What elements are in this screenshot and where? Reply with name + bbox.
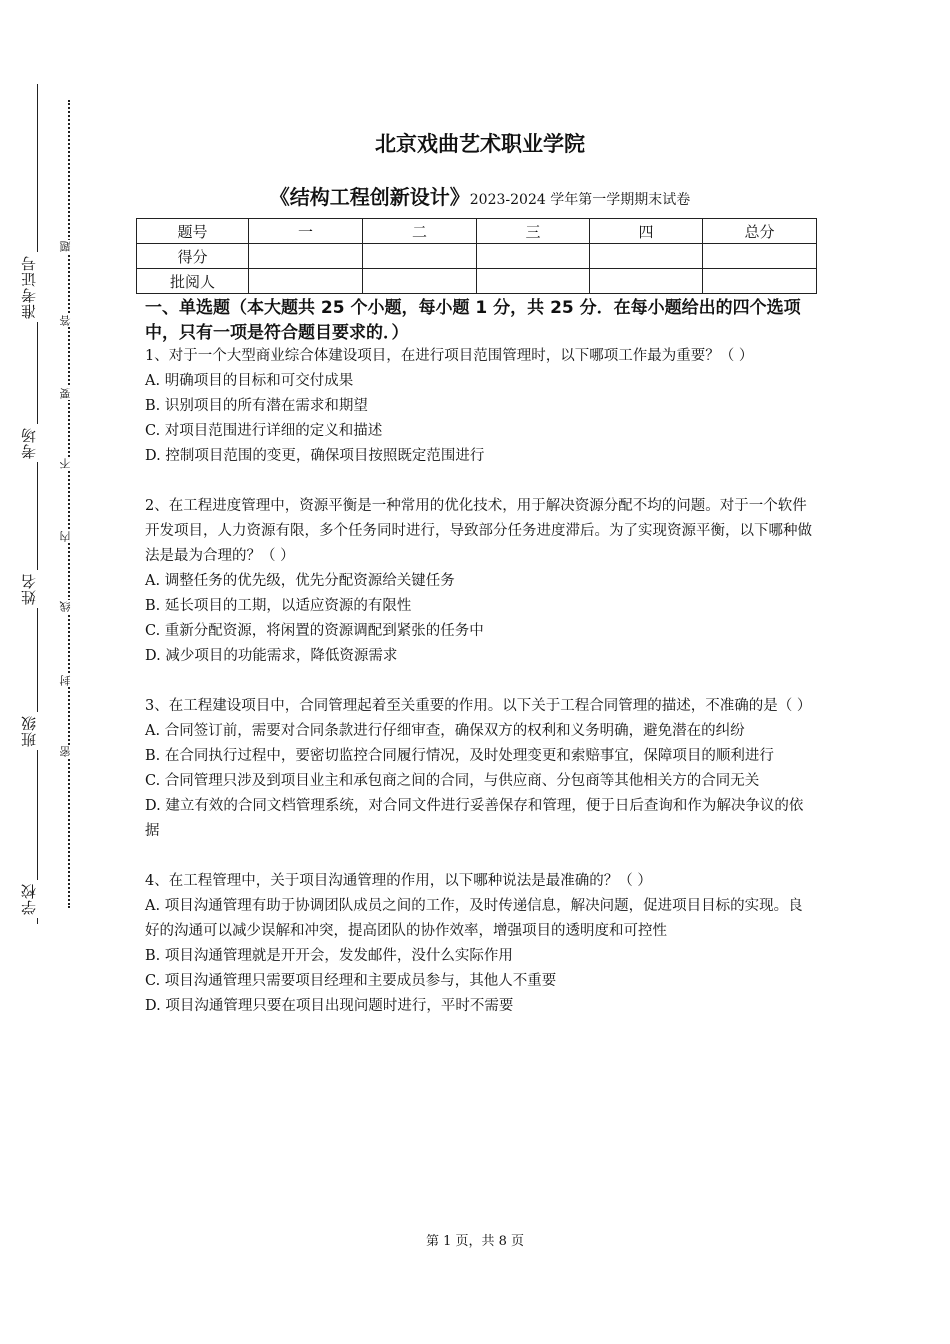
score-cell[interactable] <box>703 244 817 269</box>
warning-char: 封 <box>58 674 78 687</box>
question-option: B. 延长项目的工期，以适应资源的有限性 <box>145 598 412 614</box>
score-cell[interactable] <box>590 244 703 269</box>
score-header-cell: 二 <box>363 219 477 244</box>
question-option: C. 合同管理只涉及到项目业主和承包商之间的合同，与供应商、分包商等其他相关方的合同无关 <box>145 773 760 789</box>
score-cell[interactable] <box>249 269 363 294</box>
score-cell[interactable] <box>590 269 703 294</box>
question-option: D. 项目沟通管理只要在项目出现问题时进行，平时不需要 <box>145 998 514 1014</box>
score-table <box>136 218 817 294</box>
warning-char: 题 <box>58 240 78 253</box>
question-item <box>145 869 817 1019</box>
warning-char: 内 <box>58 530 78 543</box>
warning-char: 密 <box>58 745 78 758</box>
warning-char: 要 <box>58 387 78 400</box>
score-cell[interactable] <box>363 269 477 294</box>
binding-margin <box>0 0 110 1344</box>
score-header-cell: 总分 <box>703 219 817 244</box>
question-option: D. 减少项目的功能需求，降低资源需求 <box>145 648 398 664</box>
binding-solid-line <box>37 84 38 924</box>
question-item <box>145 494 817 669</box>
score-cell[interactable] <box>703 269 817 294</box>
label-exam-number: 准考证号 <box>18 252 58 322</box>
label-school: 学校 <box>18 880 58 918</box>
question-option: B. 识别项目的所有潜在需求和期望 <box>145 398 368 414</box>
question-option: A. 项目沟通管理有助于协调团队成员之间的工作，及时传递信息，解决问题，促进项目目标的实现。良好的沟通可以减少误解和冲突，提高团队的协作效率，增强项目的透明度和可控性 <box>145 898 803 939</box>
section-title: 一、单选题（本大题共 25 个小题，每小题 1 分，共 25 分．在每小题给出的四个选项中，只有一项是符合题目要求的．） <box>145 298 801 343</box>
score-row-label: 得分 <box>137 244 249 269</box>
question-option: A. 调整任务的优先级，优先分配资源给关键任务 <box>145 573 455 589</box>
exam-title <box>145 181 815 210</box>
question-stem: 4、在工程管理中，关于项目沟通管理的作用，以下哪种说法是最准确的？（ ） <box>145 873 652 889</box>
score-cell[interactable] <box>477 269 590 294</box>
warning-char: 答 <box>58 314 78 327</box>
warning-char: 线 <box>58 600 78 613</box>
score-row-label: 批阅人 <box>137 269 249 294</box>
score-table-row <box>137 269 817 294</box>
question-item <box>145 344 817 469</box>
score-cell[interactable] <box>363 244 477 269</box>
label-class: 班级 <box>18 712 58 750</box>
score-table-header-row <box>137 219 817 244</box>
question-option: C. 项目沟通管理只需要项目经理和主要成员参与，其他人不重要 <box>145 973 557 989</box>
label-exam-room: 考场 <box>18 424 58 462</box>
course-title: 《结构工程创新设计》 <box>269 185 470 209</box>
question-stem: 2、在工程进度管理中，资源平衡是一种常用的优化技术，用于解决资源分配不均的问题。对于一个软件开发项目，人力资源有限，多个任务同时进行，导致部分任务进度滞后。为了实现资源平衡，以下哪种做法是最为合理的？（ ） <box>145 498 812 564</box>
question-option: C. 重新分配资源，将闲置的资源调配到紧张的任务中 <box>145 623 484 639</box>
score-header-cell: 三 <box>477 219 590 244</box>
question-option: B. 在合同执行过程中，要密切监控合同履行情况，及时处理变更和索赔事宜，保障项目的顺利进行 <box>145 748 774 764</box>
score-header-cell: 四 <box>590 219 703 244</box>
score-cell[interactable] <box>477 244 590 269</box>
question-option: A. 明确项目的目标和可交付成果 <box>145 373 354 389</box>
question-stem: 1、对于一个大型商业综合体建设项目，在进行项目范围管理时，以下哪项工作最为重要？（ ） <box>145 348 754 364</box>
score-header-cell: 一 <box>249 219 363 244</box>
school-name: 北京戏曲艺术职业学院 <box>375 132 585 156</box>
question-stem: 3、在工程建设项目中，合同管理起着至关重要的作用。以下关于工程合同管理的描述，不准确的是（ ） <box>145 698 812 714</box>
question-option: D. 建立有效的合同文档管理系统，对合同文件进行妥善保存和管理，便于日后查询和作为解决争议的依据 <box>145 798 804 839</box>
question-item <box>145 694 817 844</box>
question-option: D. 控制项目范围的变更，确保项目按照既定范围进行 <box>145 448 485 464</box>
score-cell[interactable] <box>249 244 363 269</box>
warning-char: 不 <box>58 457 78 470</box>
question-option: C. 对项目范围进行详细的定义和描述 <box>145 423 383 439</box>
binding-dotted-line <box>68 100 70 908</box>
score-header-cell: 题号 <box>137 219 249 244</box>
page-number: 第 1 页，共 8 页 <box>425 1234 525 1249</box>
term-title: 2023-2024 学年第一学期期末试卷 <box>469 192 691 208</box>
score-table-row <box>137 244 817 269</box>
question-list <box>145 344 817 1044</box>
question-option: B. 项目沟通管理就是开开会，发发邮件，没什么实际作用 <box>145 948 513 964</box>
label-name: 姓名 <box>18 570 58 608</box>
question-option: A. 合同签订前，需要对合同条款进行仔细审查，确保双方的权利和义务明确，避免潜在的纠纷 <box>145 723 745 739</box>
